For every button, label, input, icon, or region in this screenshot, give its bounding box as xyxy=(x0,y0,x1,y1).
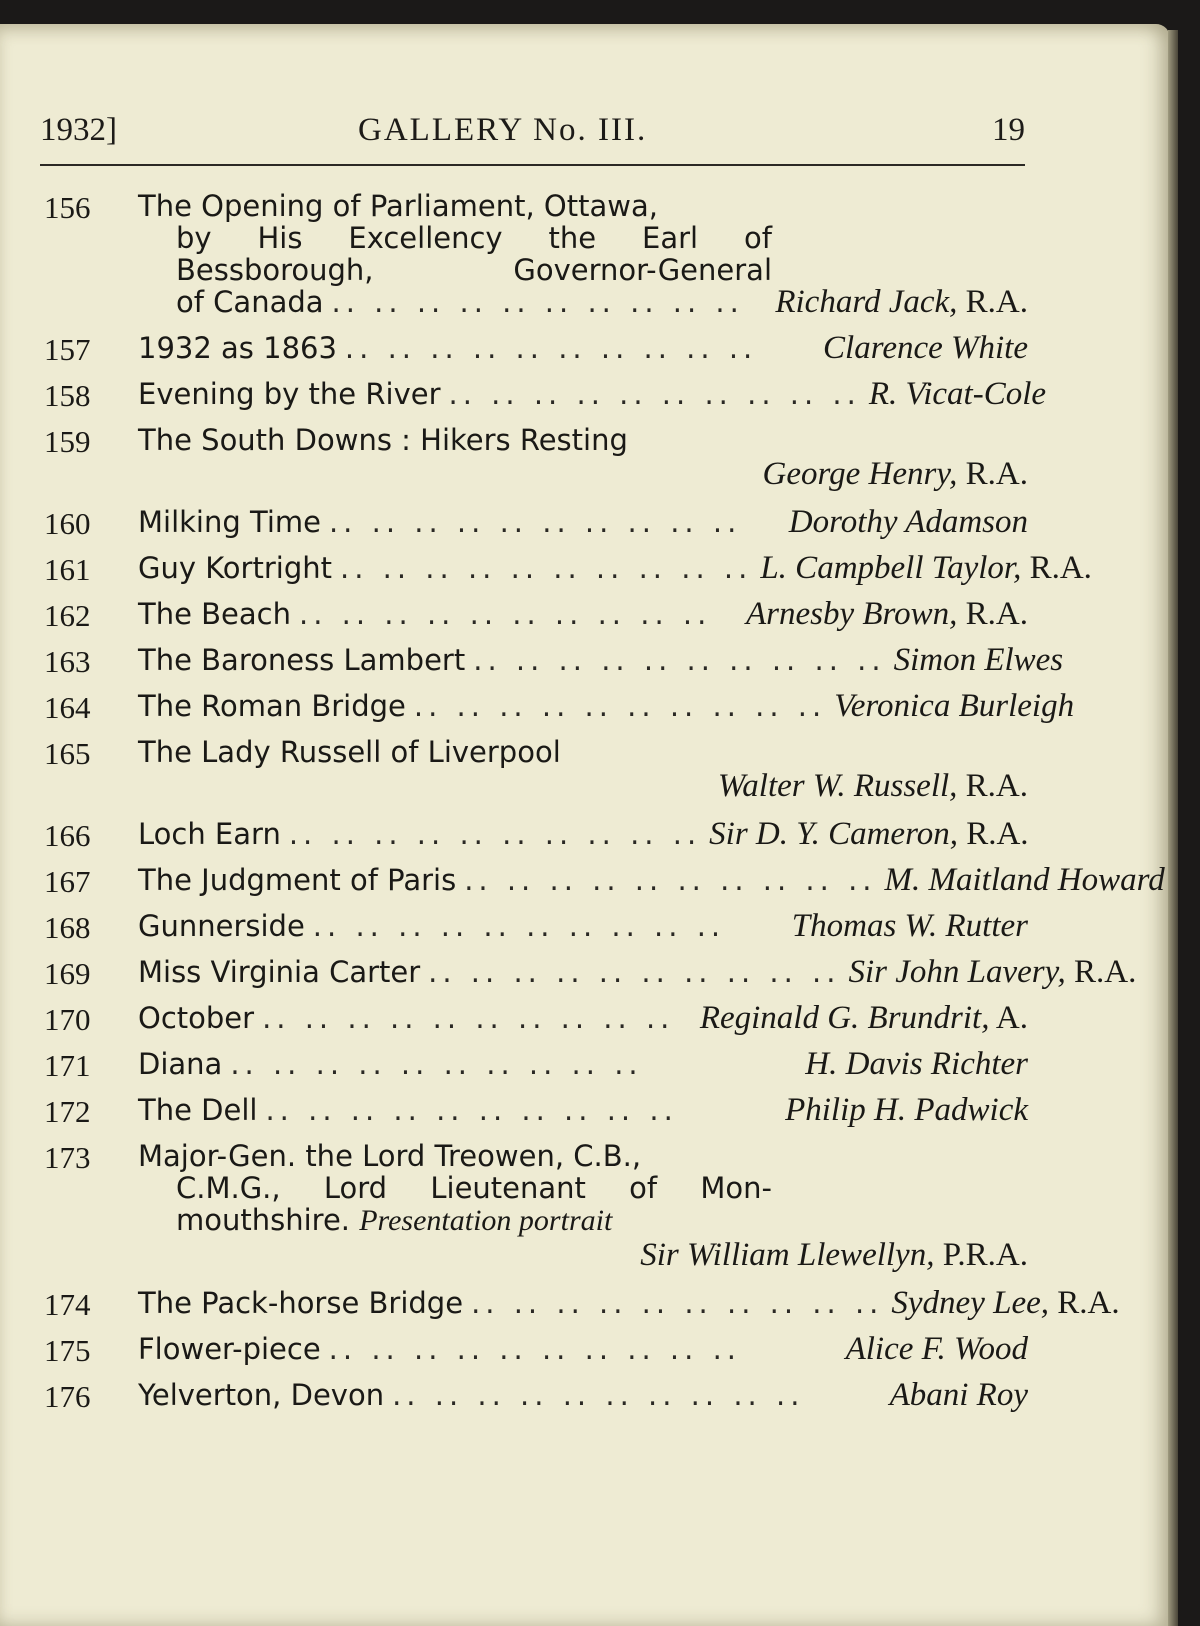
entry-title-line: The Opening of Parliament, Ottawa, xyxy=(138,189,658,223)
entry-title: mouthshire. xyxy=(176,1203,351,1237)
entry-title: Milking Time xyxy=(138,505,321,539)
entry-title: 1932 as 1863 xyxy=(138,331,337,365)
entry-number: 166 xyxy=(44,818,91,853)
entry-title-line xyxy=(176,1204,1028,1237)
artist-name: Philip H. Padwick xyxy=(785,1092,1028,1128)
leader-dots: .. .. .. .. .. .. .. .. .. .. xyxy=(262,1001,675,1035)
leader-dots: .. .. .. .. .. .. .. .. .. .. xyxy=(328,1332,742,1366)
entry-artist xyxy=(785,1094,1028,1126)
entry-line xyxy=(138,818,1028,850)
catalogue-entry xyxy=(44,504,1028,541)
entry-number: 161 xyxy=(44,552,91,587)
artist-name: Richard Jack, xyxy=(775,284,958,320)
leader-dots: .. .. .. .. .. .. .. .. .. .. xyxy=(448,377,861,411)
entry-artist xyxy=(849,956,1137,988)
entry-artist xyxy=(792,910,1028,942)
entry-number: 169 xyxy=(44,956,91,991)
entry-line xyxy=(138,506,1028,538)
entry-title: Miss Virginia Carter xyxy=(138,955,421,989)
entry-artist xyxy=(834,690,1074,722)
entry-title-line: Bessborough, Governor-General xyxy=(176,253,772,287)
page-edge xyxy=(1168,30,1178,1626)
entry-artist xyxy=(44,768,1028,804)
leader-dots: .. .. .. .. .. .. .. .. .. .. xyxy=(392,1378,805,1412)
leader-dots: .. .. .. .. .. .. .. .. .. .. xyxy=(428,955,841,989)
entry-number: 176 xyxy=(44,1379,91,1414)
artist-honour: R.A. xyxy=(966,816,1029,852)
entry-line xyxy=(138,954,1137,990)
catalogue-entry xyxy=(44,908,1028,945)
leader-dots: .. .. .. .. .. .. .. .. .. .. xyxy=(288,817,702,851)
entry-title: The Roman Bridge xyxy=(138,689,406,723)
entry-number: 168 xyxy=(44,910,91,945)
entry-title: Guy Kortright xyxy=(138,551,332,585)
catalogue-entry xyxy=(44,330,1028,367)
entry-title: of Canada xyxy=(176,285,324,319)
leader-dots: .. .. .. .. .. .. .. .. .. .. xyxy=(464,863,877,897)
entry-title: Loch Earn xyxy=(138,817,281,851)
catalogue-entry xyxy=(44,1285,1120,1322)
entry-artist xyxy=(44,1237,1028,1273)
entry-artist xyxy=(823,332,1028,364)
entry-artist xyxy=(789,506,1028,538)
catalogue-entry xyxy=(44,862,1165,899)
leader-dots: .. .. .. .. .. .. .. .. .. .. xyxy=(339,551,753,585)
entry-artist xyxy=(760,552,1092,584)
entry-number: 159 xyxy=(44,424,91,459)
artist-name: Sir William Llewellyn, xyxy=(640,1237,935,1273)
leader-dots: .. .. .. .. .. .. .. .. .. .. xyxy=(230,1047,643,1081)
entry-title: Evening by the River xyxy=(138,377,441,411)
entry-line xyxy=(138,862,1165,898)
artist-name: Arnesby Brown, xyxy=(745,596,958,632)
artist-name: George Henry, xyxy=(762,456,958,492)
entry-title: The South Downs : Hikers Resting xyxy=(138,423,628,457)
entry-line xyxy=(138,1333,1028,1365)
entry-artist xyxy=(885,864,1165,896)
catalogue-entry xyxy=(44,642,1064,679)
artist-honour: R.A. xyxy=(965,596,1028,632)
entry-number: 165 xyxy=(44,736,91,771)
catalogue-entry xyxy=(44,736,1028,804)
leader-dots: .. .. .. .. .. .. .. .. .. .. xyxy=(265,1093,678,1127)
entry-number: 164 xyxy=(44,690,91,725)
entry-line xyxy=(138,1285,1120,1321)
catalogue-entry xyxy=(44,688,1075,725)
entry-title: The Pack-horse Bridge xyxy=(138,1286,464,1320)
entry-number: 157 xyxy=(44,332,91,367)
catalogue-entry xyxy=(44,550,1092,587)
entry-number: 158 xyxy=(44,378,91,413)
catalogue-entry xyxy=(44,424,1028,492)
entry-title: The Baroness Lambert xyxy=(138,643,466,677)
catalogue-entry xyxy=(44,376,1047,413)
entry-artist xyxy=(709,818,1028,850)
leader-dots: .. .. .. .. .. .. .. .. .. .. xyxy=(328,505,742,539)
entry-title: The Beach xyxy=(138,597,291,631)
entry-line xyxy=(138,1048,1028,1080)
entry-artist xyxy=(890,1379,1028,1411)
leader-dots: .. .. .. .. .. .. .. .. .. .. xyxy=(471,1286,884,1320)
entry-first-line xyxy=(138,1140,1028,1172)
catalogue-entry xyxy=(44,596,1028,633)
entry-artist xyxy=(700,1002,1028,1034)
catalogue-entry xyxy=(44,1140,1028,1273)
entry-artist xyxy=(44,456,1028,492)
artist-name: Sydney Lee, xyxy=(891,1285,1049,1321)
artist-name: Sir John Lavery, xyxy=(848,954,1066,990)
catalogue-entry xyxy=(44,190,1028,318)
entry-line xyxy=(138,550,1092,586)
artist-name: M. Maitland Howard xyxy=(884,862,1165,898)
entry-title-line: Major-Gen. the Lord Treowen, C.B., xyxy=(138,1139,642,1173)
entry-artist xyxy=(846,1333,1028,1365)
artist-honour: R.A. xyxy=(1057,1285,1120,1321)
catalogue-entry xyxy=(44,816,1029,853)
entry-last-line xyxy=(176,286,1028,318)
artist-honour: R.A. xyxy=(965,456,1028,492)
entry-title: Diana xyxy=(138,1047,223,1081)
entry-artist xyxy=(805,1048,1028,1080)
entry-line xyxy=(138,688,1075,724)
entry-line xyxy=(138,1379,1028,1411)
leader-dots: .. .. .. .. .. .. .. .. .. .. xyxy=(344,331,758,365)
entry-line xyxy=(138,598,1028,630)
artist-name: Dorothy Adamson xyxy=(788,504,1028,540)
catalogue-entry xyxy=(44,1046,1028,1083)
artist-honour: R.A. xyxy=(965,284,1028,320)
leader-dots: .. .. .. .. .. .. .. .. .. .. xyxy=(413,689,827,723)
gallery-title: GALLERY No. III. xyxy=(358,112,648,148)
entry-line xyxy=(138,642,1064,678)
artist-name: Veronica Burleigh xyxy=(834,688,1075,724)
entry-number: 170 xyxy=(44,1002,91,1037)
leader-dots: .. .. .. .. .. .. .. .. .. .. xyxy=(299,597,712,631)
entry-title: Gunnerside xyxy=(138,909,305,943)
entry-artist xyxy=(869,378,1046,410)
artist-name: Clarence White xyxy=(823,330,1028,366)
entry-title: The Judgment of Paris xyxy=(138,863,457,897)
artist-name: Simon Elwes xyxy=(893,642,1064,678)
artist-name: Reginald G. Brundrit, xyxy=(699,1000,990,1036)
artist-name: Alice F. Wood xyxy=(845,1331,1028,1367)
artist-honour: A. xyxy=(995,1000,1028,1036)
artist-honour: R.A. xyxy=(1073,954,1137,990)
entry-number: 171 xyxy=(44,1048,91,1083)
entry-title: October xyxy=(138,1001,255,1035)
entry-title-line: by His Excellency the Earl of xyxy=(176,221,772,255)
leader-dots: .. .. .. .. .. .. .. .. .. .. xyxy=(331,285,744,319)
catalogue-entry xyxy=(44,954,1137,991)
entry-artist xyxy=(746,598,1028,630)
entry-artist xyxy=(775,286,1028,318)
artist-honour: P.R.A. xyxy=(942,1237,1028,1273)
entry-note: Presentation portrait xyxy=(359,1204,613,1237)
entry-artist xyxy=(891,1287,1119,1319)
entry-first-line xyxy=(138,190,1028,222)
entry-number: 175 xyxy=(44,1333,91,1368)
artist-name: Sir D. Y. Cameron, xyxy=(709,816,958,852)
entry-number: 172 xyxy=(44,1094,91,1129)
entry-line xyxy=(138,376,1047,412)
leader-dots: .. .. .. .. .. .. .. .. .. .. xyxy=(473,643,886,677)
entry-line xyxy=(138,1094,1028,1126)
catalogue-entry xyxy=(44,1000,1028,1037)
entry-number: 160 xyxy=(44,506,91,541)
artist-name: Walter W. Russell, xyxy=(717,768,958,804)
entry-line xyxy=(138,332,1028,364)
leader-dots: .. .. .. .. .. .. .. .. .. .. xyxy=(312,909,726,943)
entry-line xyxy=(138,736,1028,768)
entry-number: 167 xyxy=(44,864,91,899)
artist-name: H. Davis Richter xyxy=(805,1046,1028,1082)
entry-title: Yelverton, Devon xyxy=(138,1378,385,1412)
entry-title: The Dell xyxy=(138,1093,258,1127)
entry-number: 173 xyxy=(44,1140,91,1175)
catalogue-list xyxy=(44,189,1165,1425)
entry-line xyxy=(138,910,1028,942)
entry-title: The Lady Russell of Liverpool xyxy=(138,735,561,769)
entry-number: 162 xyxy=(44,598,91,633)
entry-line xyxy=(138,1002,1028,1034)
entry-number: 163 xyxy=(44,644,91,679)
entry-title-line: C.M.G., Lord Lieutenant of Mon- xyxy=(176,1171,772,1205)
entry-title: Flower-piece xyxy=(138,1332,321,1366)
artist-honour: R.A. xyxy=(1029,550,1092,586)
artist-name: Abani Roy xyxy=(889,1377,1028,1413)
catalogue-entry xyxy=(44,1377,1028,1414)
entry-line xyxy=(138,424,1028,456)
page-header xyxy=(40,112,1025,166)
catalogue-entry xyxy=(44,1092,1028,1129)
page-number: 19 xyxy=(992,112,1025,148)
entry-artist xyxy=(894,644,1064,676)
artist-honour: R.A. xyxy=(965,768,1028,804)
entry-number: 156 xyxy=(44,190,91,225)
entry-number: 174 xyxy=(44,1287,91,1322)
artist-name: R. Vicat-Cole xyxy=(868,376,1047,412)
header-year: 1932] xyxy=(40,112,117,148)
artist-name: L. Campbell Taylor, xyxy=(760,550,1022,586)
artist-name: Thomas W. Rutter xyxy=(791,908,1028,944)
catalogue-entry xyxy=(44,1331,1028,1368)
